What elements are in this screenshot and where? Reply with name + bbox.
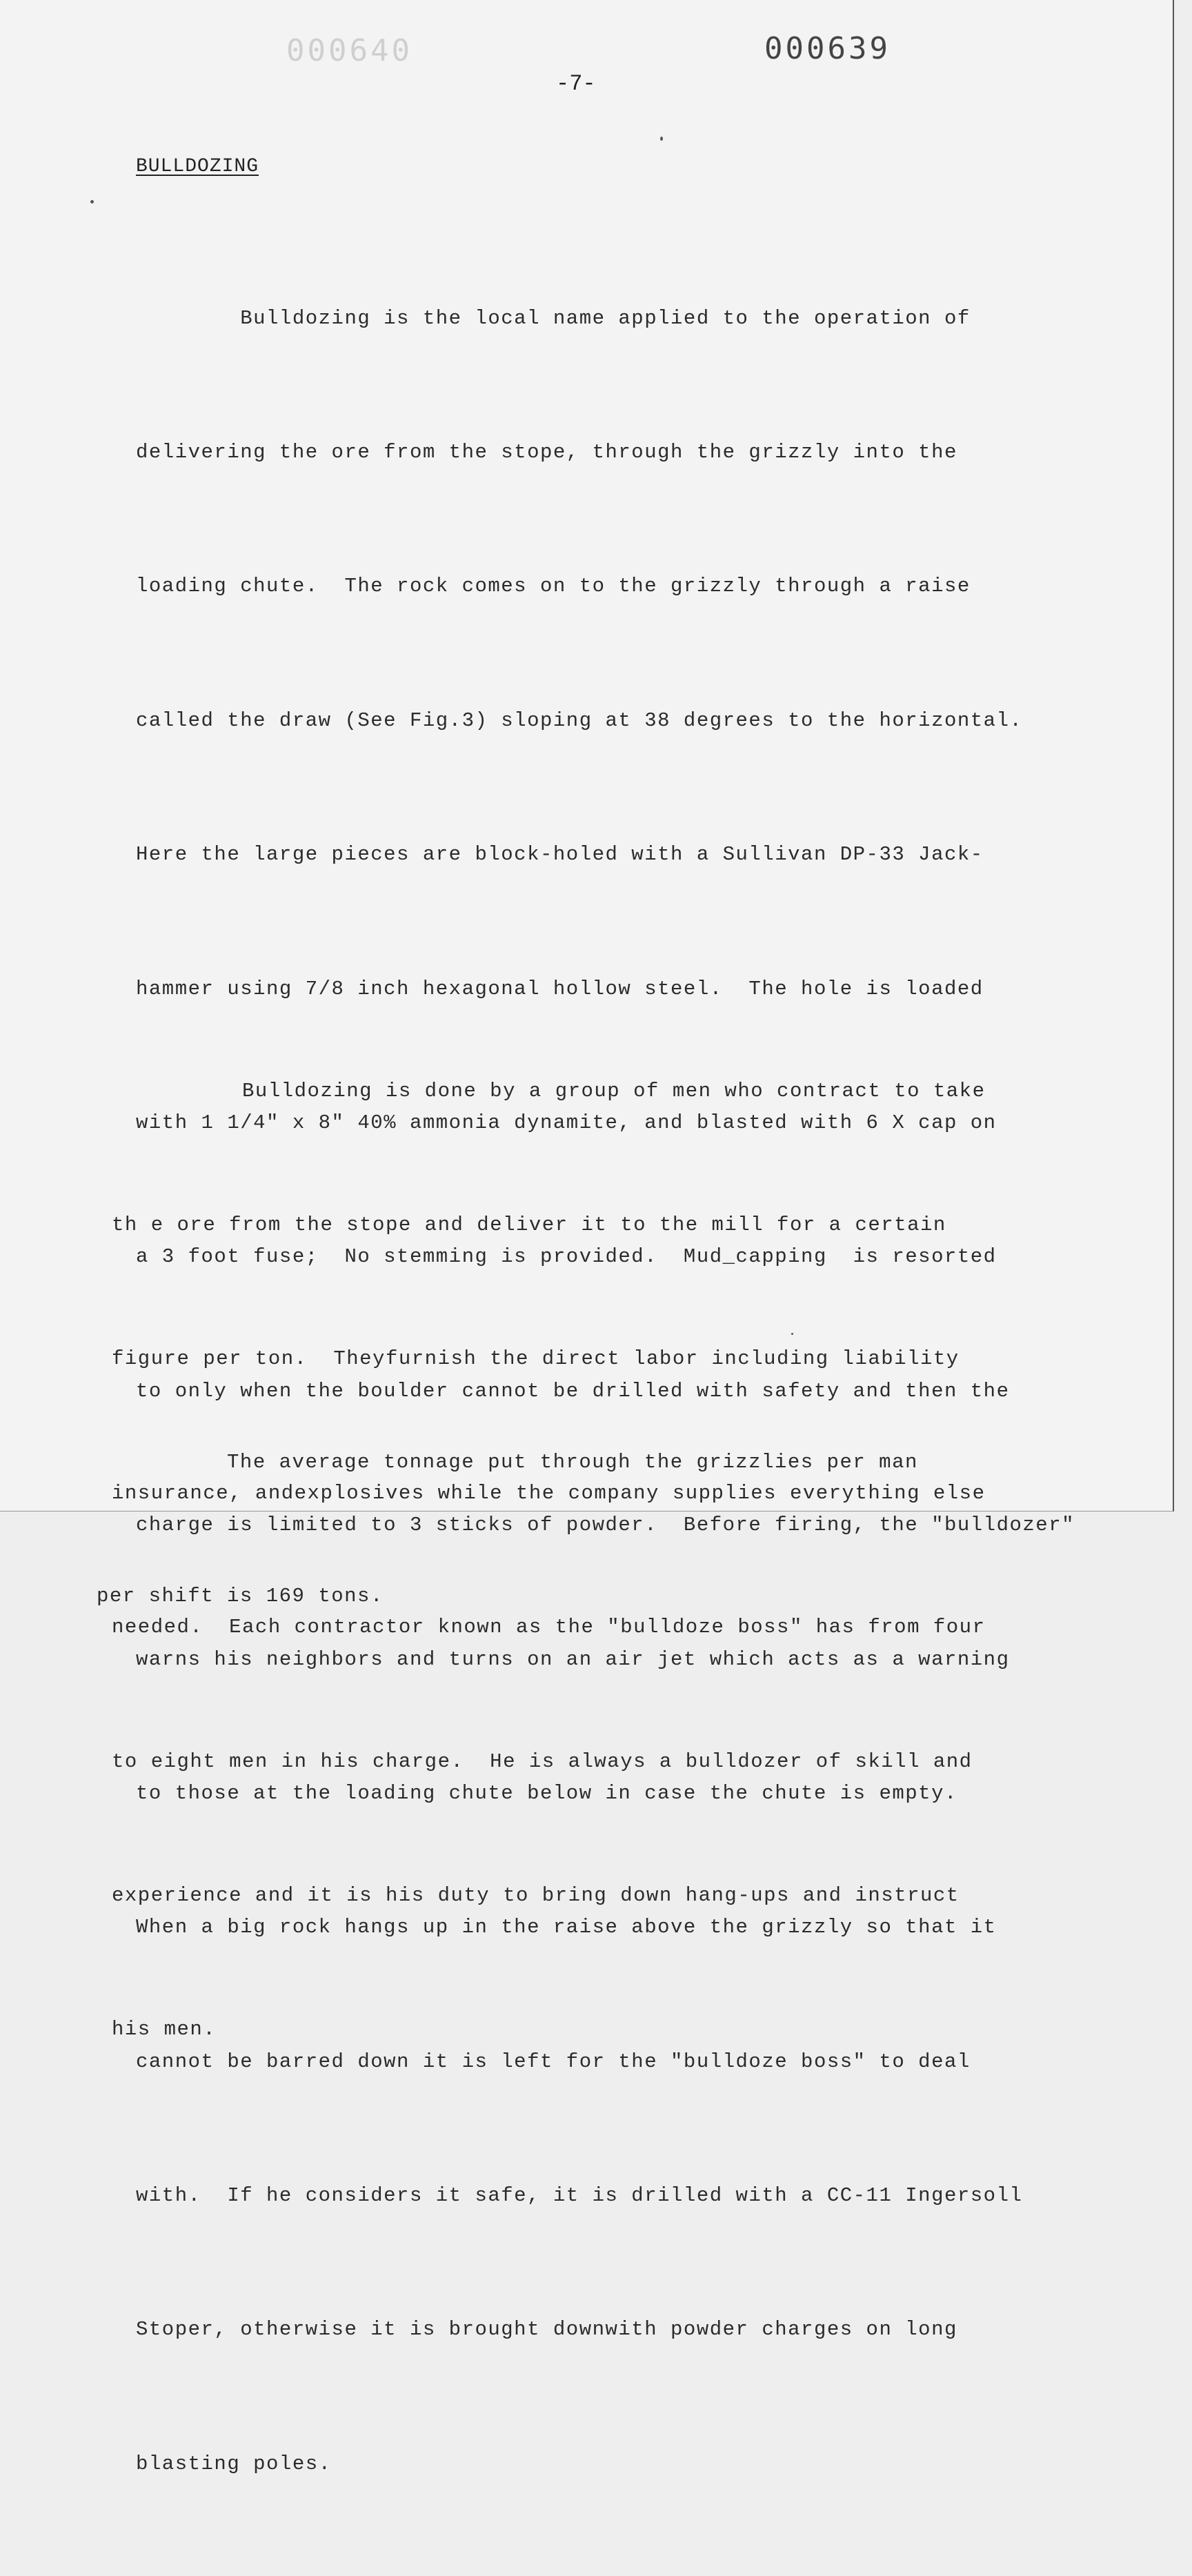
paragraph-line: The average tonnage put through the grizzlies per man <box>97 1450 918 1474</box>
paragraph-line: to those at the loading chute below in case the chute is empty. <box>136 1781 957 1805</box>
ink-speck <box>791 1333 793 1335</box>
paragraph-line: delivering the ore from the stope, through the grizzly into the <box>136 440 957 464</box>
paragraph-line: to eight men in his charge. He is always a bulldozer of skill and <box>112 1750 973 1773</box>
paragraph-line: Bulldozing is the local name applied to the operation of <box>136 306 971 330</box>
paragraph-line: Bulldozing is done by a group of men who contract to take <box>112 1079 986 1102</box>
paragraph-line: called the draw (See Fig.3) sloping at 38 degrees to the horizontal. <box>136 709 1023 732</box>
paragraph-line: per shift is 169 tons. <box>97 1584 384 1607</box>
page-number: -7- <box>556 71 596 97</box>
paragraph-line: hammer using 7/8 inch hexagonal hollow steel. The hole is loaded <box>136 977 984 1000</box>
paragraph-line: experience and it is his duty to bring down hang-ups and instruct <box>112 1883 960 1907</box>
ink-speck <box>90 200 94 204</box>
paragraph-line: loading chute. The rock comes on to the grizzly through a raise <box>136 575 971 598</box>
paragraph-line: th e ore from the stope and deliver it to the mill for a certain <box>112 1213 946 1236</box>
paragraph-line: with 1 1/4" x 8" 40% ammonia dynamite, and blasted with 6 X cap on <box>136 1111 997 1134</box>
paragraph-line: When a big rock hangs up in the raise above the grizzly so that it <box>136 1916 997 1939</box>
paragraph-line: to only when the boulder cannot be drilled with safety and then the <box>136 1379 1010 1403</box>
paragraph-line: Stoper, otherwise it is brought downwith powder charges on long <box>136 2318 957 2341</box>
paragraph-3 <box>97 1351 918 1708</box>
paragraph-line: warns his neighbors and turns on an air jet which acts as a warning <box>136 1647 1010 1671</box>
paragraph-line: his men. <box>112 2018 217 2041</box>
faded-stamp-number: 000640 <box>286 33 413 68</box>
paragraph-line: needed. Each contractor known as the "bulldoze boss" has from four <box>112 1616 986 1639</box>
paragraph-line: charge is limited to 3 sticks of powder. Before firing, the "bulldozer" <box>136 1514 1075 1537</box>
ink-speck <box>660 137 663 141</box>
paragraph-line: figure per ton. Theyfurnish the direct labor including liability <box>112 1347 960 1371</box>
paragraph-line: Here the large pieces are block-holed with a Sullivan DP-33 Jack- <box>136 843 984 866</box>
paragraph-line: a 3 foot fuse; No stemming is provided. Mud_capping is resorted <box>136 1245 997 1269</box>
paragraph-line: with. If he considers it safe, it is drilled with a CC-11 Ingersoll <box>136 2184 1023 2208</box>
document-stamp-number: 000639 <box>764 31 891 66</box>
paragraph-line: blasting poles. <box>136 2452 332 2475</box>
paragraph-line: cannot be barred down it is left for the "bulldoze boss" to deal <box>136 2050 971 2073</box>
paragraph-line: insurance, andexplosives while the company supplies everything else <box>112 1481 986 1505</box>
section-heading: BULLDOZING <box>136 156 259 177</box>
